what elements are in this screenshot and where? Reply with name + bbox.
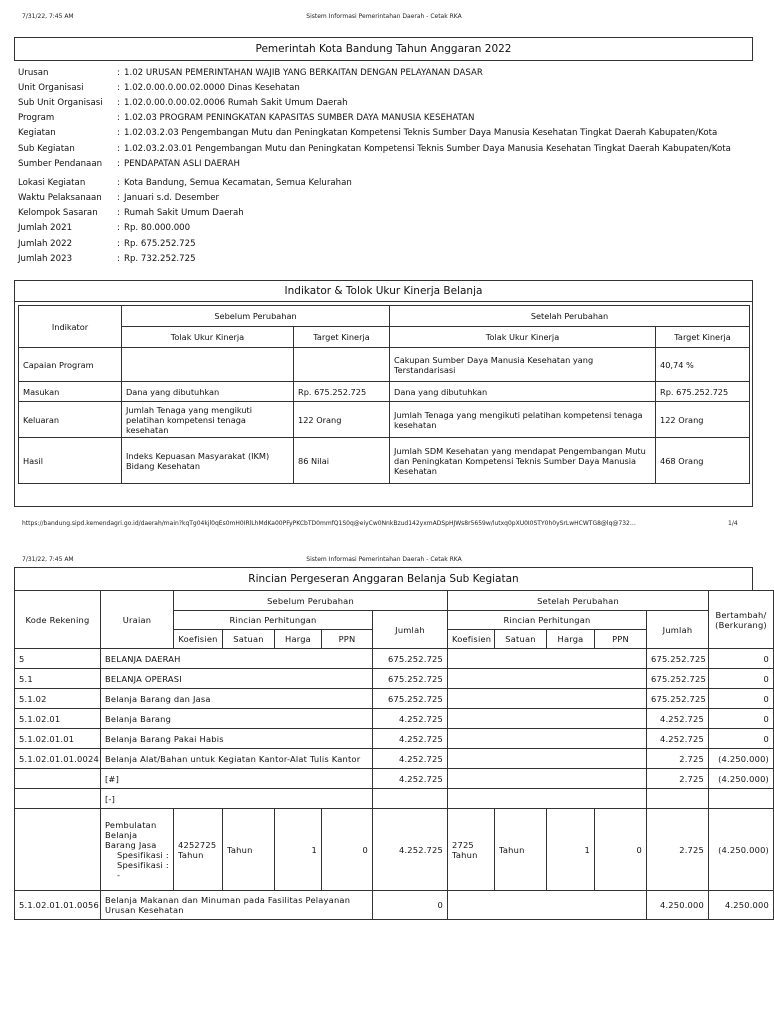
table-row [15,749,774,769]
info-row [18,251,758,266]
info-row [18,80,758,95]
info-row [18,236,758,251]
info-colon: : [117,223,120,234]
info-row [18,175,758,190]
row-diff: 0 [709,709,774,729]
row-kode [15,769,101,789]
row-uraian: [-] [101,789,373,809]
head-harga-before: Harga [275,630,322,649]
info-colon: : [117,238,120,249]
row-rincian-after [448,891,647,920]
info-value: Kota Bandung, Semua Kecamatan, Semua Kelurahan [124,177,352,188]
row-diff: 0 [709,729,774,749]
detail-satuan-before: Tahun [223,809,275,891]
row-rincian-after [448,789,647,809]
info-value: Januari s.d. Desember [124,193,220,204]
head-harga-after: Harga [547,630,595,649]
ind-head-tolok-before: Tolak Ukur Kinerja [122,327,294,348]
info-value: 1.02.03.2.03 Pengembangan Mutu dan Peningkatan Kompetensi Teknis Sumber Daya Manusia Kesehatan Tingkat Daerah Kabupaten/Kota [124,128,718,139]
row-diff: 0 [709,689,774,709]
rincian-title-box [14,567,753,590]
ind-row-before-tolok: Jumlah Tenaga yang mengikuti pelatihan kompetensi tenaga kesehatan [122,402,294,438]
detail-spec-3: - [117,869,121,880]
detail-harga-before: 1 [275,809,322,891]
detail-uraian [101,809,174,891]
ind-row-before-target [294,348,390,382]
ind-row-after-tolok: Jumlah SDM Kesehatan yang mendapat Pengembangan Mutu dan Peningkatan Kompetensi Teknis Sumber Daya Manusia Kesehatan [390,438,656,484]
info-row [18,65,758,80]
ind-head-tolok-after: Tolak Ukur Kinerja [390,327,656,348]
row-kode: 5 [15,649,101,669]
ind-head-indikator: Indikator [19,306,122,348]
row-rincian-after [448,729,647,749]
ind-row-after-target: 122 Orang [656,402,750,438]
info-row [18,156,758,171]
info-row [18,191,758,206]
indikator-table [18,305,750,484]
row-diff: 0 [709,649,774,669]
info-row [18,141,758,156]
print-date: 7/31/22, 7:45 AM [22,556,74,563]
row-uraian: Belanja Barang [101,709,373,729]
head-sebelum: Sebelum Perubahan [174,591,448,611]
info-colon: : [117,128,120,139]
row-diff: (4.250.000) [709,769,774,789]
ind-row-after-target: 468 Orang [656,438,750,484]
ind-head-sebelum: Sebelum Perubahan [122,306,390,327]
row-jumlah-before: 0 [373,891,448,920]
ind-head-target-after: Target Kinerja [656,327,750,348]
row-rincian-after [448,669,647,689]
ind-row-after-target: 40,74 % [656,348,750,382]
info-row [18,221,758,236]
indikator-title-box [14,280,753,302]
row-jumlah-before: 4.252.725 [373,749,448,769]
table-row [15,689,774,709]
row-jumlah-before: 675.252.725 [373,669,448,689]
row-uraian: BELANJA OPERASI [101,669,373,689]
row-jumlah-after: 675.252.725 [647,669,709,689]
info-value: 1.02.03.2.03.01 Pengembangan Mutu dan Peningkatan Kompetensi Teknis Sumber Daya Manusia Kesehatan Tingkat Daerah Kabupaten/Kota [124,143,731,154]
row-jumlah-after [647,789,709,809]
detail-satuan-after: Tahun [495,809,547,891]
info-label: Kegiatan [18,128,56,139]
ind-row-after-tolok: Cakupan Sumber Daya Manusia Kesehatan yang Terstandarisasi [390,348,656,382]
row-rincian-after [448,649,647,669]
row-diff: (4.250.000) [709,749,774,769]
ind-row-name: Masukan [19,382,122,402]
footer-page-number: 1/4 [728,520,738,527]
head-satuan-after: Satuan [495,630,547,649]
table-row [15,769,774,789]
ind-row-before-target: Rp. 675.252.725 [294,382,390,402]
row-kode: 5.1.02.01 [15,709,101,729]
info-colon: : [117,177,120,188]
print-header-title: Sistem Informasi Pemerintahan Daerah - Cetak RKA [306,13,462,20]
info-colon: : [117,113,120,124]
detail-ppn-before: 0 [322,809,373,891]
head-rincian-before: Rincian Perhitungan [174,611,373,630]
row-uraian: Belanja Barang dan Jasa [101,689,373,709]
row-diff: 0 [709,669,774,689]
row-jumlah-after: 4.252.725 [647,709,709,729]
row-uraian: Belanja Barang Pakai Habis [101,729,373,749]
ind-head-setelah: Setelah Perubahan [390,306,750,327]
ind-row-before-tolok: Dana yang dibutuhkan [122,382,294,402]
detail-uraian-text: Pembulatan Belanja Barang Jasa [105,819,157,850]
head-jumlah-before: Jumlah [373,611,448,649]
ind-row-name: Capaian Program [19,348,122,382]
detail-spec-1: Spesifikasi : [117,849,169,860]
head-ppn-before: PPN [322,630,373,649]
info-label: Urusan [18,67,49,78]
info-colon: : [117,193,120,204]
row-jumlah-before: 675.252.725 [373,649,448,669]
row-diff: 4.250.000 [709,891,774,920]
row-jumlah-after: 4.252.725 [647,729,709,749]
row-rincian-after [448,709,647,729]
detail-ppn-after: 0 [595,809,647,891]
info-value: 1.02.03 PROGRAM PENINGKATAN KAPASITAS SUMBER DAYA MANUSIA KESEHATAN [124,113,475,124]
head-setelah: Setelah Perubahan [448,591,709,611]
detail-kode [15,809,101,891]
head-satuan-before: Satuan [223,630,275,649]
info-label: Lokasi Kegiatan [18,177,86,188]
row-jumlah-before [373,789,448,809]
table-row [15,891,774,920]
row-kode: 5.1.02.01.01.0056 [15,891,101,920]
rincian-table [14,590,774,920]
row-jumlah-before: 4.252.725 [373,769,448,789]
row-diff [709,789,774,809]
info-row [18,206,758,221]
print-date: 7/31/22, 7:45 AM [22,13,74,20]
info-value: Rp. 80.000.000 [124,223,191,234]
info-label: Sumber Pendanaan [18,158,103,169]
row-jumlah-after: 4.250.000 [647,891,709,920]
info-value: PENDAPATAN ASLI DAERAH [124,158,240,169]
row-uraian: Belanja Makanan dan Minuman pada Fasilitas Pelayanan Urusan Kesehatan [101,891,373,920]
ind-head-target-before: Target Kinerja [294,327,390,348]
info-value: 1.02 URUSAN PEMERINTAHAN WAJIB YANG BERKAITAN DENGAN PELAYANAN DASAR [124,67,483,78]
row-rincian-after [448,769,647,789]
info-colon: : [117,97,120,108]
row-kode [15,789,101,809]
indikator-title: Indikator & Tolok Ukur Kinerja Belanja [284,285,483,297]
info-row [18,95,758,110]
table-row [15,649,774,669]
head-uraian: Uraian [101,591,174,649]
row-uraian: Belanja Alat/Bahan untuk Kegiatan Kantor-Alat Tulis Kantor [101,749,373,769]
head-koefisien-after: Koefisien [448,630,495,649]
ind-row-after-tolok: Jumlah Tenaga yang mengikuti pelatihan kompetensi tenaga kesehatan [390,402,656,438]
table-row [15,729,774,749]
row-uraian: BELANJA DAERAH [101,649,373,669]
info-value: 1.02.0.00.0.00.02.0006 Rumah Sakit Umum Daerah [124,97,348,108]
ind-row-before-tolok [122,348,294,382]
detail-jumlah-before: 4.252.725 [373,809,448,891]
row-rincian-after [448,689,647,709]
info-label: Jumlah 2022 [18,238,73,249]
info-value: Rumah Sakit Umum Daerah [124,208,244,219]
row-jumlah-before: 675.252.725 [373,689,448,709]
info-colon: : [117,208,120,219]
ind-row-before-tolok: Indeks Kepuasan Masyarakat (IKM) Bidang Kesehatan [122,438,294,484]
info-colon: : [117,253,120,264]
detail-koef-after: 2725 Tahun [448,809,495,891]
info-label: Unit Organisasi [18,82,84,93]
row-jumlah-before: 4.252.725 [373,709,448,729]
footer-url: https://bandung.sipd.kemendagri.go.id/daerah/main?kqTg04kjl0qEs0mH0IRlLhMdKa00PFyPKCbTD0mmfQ1S0q@eiyCw0NnkBzud142yxmADSpHJWs8r5659w/lutxq0pXU0I0STY0h0ySrLwHCWTG8@lq@732… [22,520,636,527]
detail-koef-before: 4252725 Tahun [174,809,223,891]
ind-row-after-target: Rp. 675.252.725 [656,382,750,402]
info-label: Sub Unit Organisasi [18,97,103,108]
rincian-body [15,649,774,809]
info-label: Kelompok Sasaran [18,208,98,219]
row-jumlah-before: 4.252.725 [373,729,448,749]
head-ppn-after: PPN [595,630,647,649]
ind-row-name: Keluaran [19,402,122,438]
detail-spec-2: Spesifikasi : [117,859,169,870]
info-row [18,126,758,141]
ind-row-name: Hasil [19,438,122,484]
row-kode: 5.1.02 [15,689,101,709]
detail-row [15,809,774,891]
info-block [18,65,758,266]
info-value: Rp. 675.252.725 [124,238,196,249]
row-jumlah-after: 2.725 [647,769,709,789]
info-label: Sub Kegiatan [18,143,75,154]
row-jumlah-after: 2.725 [647,749,709,769]
head-rincian-after: Rincian Perhitungan [448,611,647,630]
info-row [18,111,758,126]
info-label: Jumlah 2023 [18,253,73,264]
ind-row-after-tolok: Dana yang dibutuhkan [390,382,656,402]
detail-jumlah-after: 2.725 [647,809,709,891]
info-value: Rp. 732.252.725 [124,253,196,264]
row-jumlah-after: 675.252.725 [647,689,709,709]
print-header-title: Sistem Informasi Pemerintahan Daerah - Cetak RKA [306,556,462,563]
document-title-box [14,37,753,61]
ind-row-before-target: 122 Orang [294,402,390,438]
head-jumlah-after: Jumlah [647,611,709,649]
row-rincian-after [448,749,647,769]
ind-row-before-target: 86 Nilai [294,438,390,484]
row-jumlah-after: 675.252.725 [647,649,709,669]
table-row [15,669,774,689]
info-colon: : [117,143,120,154]
head-koefisien-before: Koefisien [174,630,223,649]
row-kode: 5.1.02.01.01.0024 [15,749,101,769]
info-colon: : [117,67,120,78]
info-label: Jumlah 2021 [18,223,73,234]
head-kode: Kode Rekening [15,591,101,649]
info-value: 1.02.0.00.0.00.02.0000 Dinas Kesehatan [124,82,300,93]
table-row [15,709,774,729]
table-row [15,789,774,809]
row-kode: 5.1.02.01.01 [15,729,101,749]
info-label: Waktu Pelaksanaan [18,193,102,204]
document-title: Pemerintah Kota Bandung Tahun Anggaran 2022 [255,43,512,55]
info-colon: : [117,82,120,93]
rincian-title: Rincian Pergeseran Anggaran Belanja Sub Kegiatan [248,573,519,585]
indikator-frame [14,301,753,507]
detail-diff: (4.250.000) [709,809,774,891]
head-bertambah: Bertambah/ (Berkurang) [709,591,774,649]
info-label: Program [18,113,55,124]
row-uraian: [#] [101,769,373,789]
info-colon: : [117,158,120,169]
detail-harga-after: 1 [547,809,595,891]
row-kode: 5.1 [15,669,101,689]
